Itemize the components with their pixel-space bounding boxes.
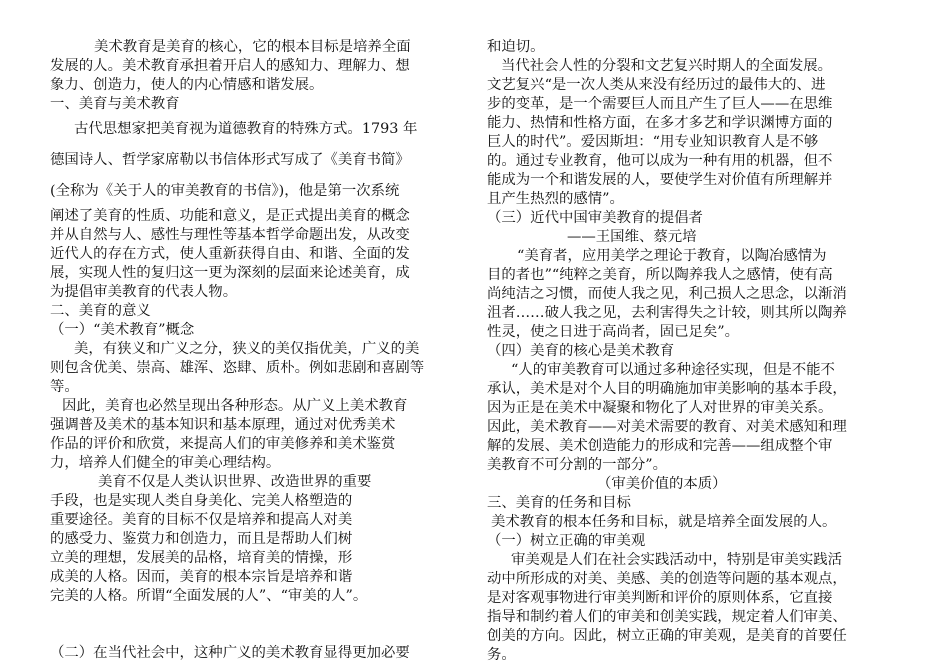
subheading-concept: （一）“美术教育”概念 [50, 322, 195, 338]
subheading-view: （一）树立正确的审美观 [487, 533, 646, 549]
proponent-names: ——王国维、蔡元培 [567, 229, 697, 245]
view-line: 务。 [487, 647, 516, 663]
goal-line: 的感受力、鉴赏力和创造力，而且是帮助人们树 [50, 531, 353, 547]
renaissance-line: 的。通过专业教育，他可以成为一种有用的机器，但不 [487, 153, 833, 169]
view-line: 指导和制约着人们的审美和创美实践，规定着人们审美、 [487, 609, 847, 625]
left-column [50, 38, 466, 663]
core-line: 因为正是在美术中凝聚和物化了人对世界的审美关系。 [487, 400, 833, 416]
schiller-cont-line: 近代人的存在方式，使人重新获得自由、和谐、全面的发 [50, 246, 410, 262]
subheading-proponents: （三）近代中国审美教育的提倡者 [487, 210, 703, 226]
concept-line: 美，有狭义和广义之分，狭义的美仅指优美，广义的美 [74, 341, 420, 357]
cai-quote-line: 沮者……破人我之见，去利害得失之计较，则其所以陶养 [487, 305, 847, 321]
core-line: “人的审美教育可以通过多种途径实现，但是不能不 [511, 362, 835, 378]
value-note: （审美价值的本质） [597, 476, 727, 492]
goal-line: 手段，也是实现人类自身美化、完美人格塑造的 [50, 493, 353, 509]
cai-quote-line: “美育者，应用美学之理论于教育，以陶冶感情为 [517, 248, 827, 264]
concept-line: 则包含优美、崇高、雄浑、恣肆、质朴。例如悲剧和喜剧等 [50, 360, 425, 376]
renaissance-line: 能力、热情和性格方面，在多才多艺和学识渊博方面的 [487, 115, 833, 131]
schiller-line: (全称为《关于人的审美教育的书信》)，他是第一次系统 [50, 183, 400, 199]
cai-quote-line: 尚纯洁之习惯，而使人我之见，利己损人之思念，以渐消 [487, 286, 847, 302]
goal-line: 完美的人格。所谓“全面发展的人”、“审美的人”。 [50, 588, 368, 604]
view-line: 审美观是人们在社会实践活动中，特别是审美实践活 [511, 552, 842, 568]
renaissance-line: 且产生热烈的感情”。 [487, 191, 624, 207]
section-heading-1: 一、美育与美术教育 [50, 96, 180, 112]
intro-line: 发展的人。美术教育承担着开启人的感知力、理解力、想 [50, 58, 410, 74]
forms-line: 作品的评价和欣赏，来提高人们的审美修养和美术鉴赏 [50, 436, 396, 452]
cai-quote-line: 性灵，使之日进于高尚者，固已足矣”。 [487, 324, 739, 340]
renaissance-line: 文艺复兴“是一次人类从来没有经历过的最伟大的、进 [487, 77, 826, 93]
subheading-contemporary: （二）在当代社会中，这种广义的美术教育显得更加必要 [50, 645, 410, 661]
core-line: 美教育不可分割的一部分”。 [487, 457, 668, 473]
renaissance-line: 步的变革，是一个需要巨人而且产生了巨人——在思维 [487, 96, 833, 112]
view-line: 动中所形成的对美、美感、美的创造等问题的基本观点， [487, 571, 847, 587]
concept-line: 等。 [50, 379, 79, 395]
goal-line: 重要途径。美育的目标不仅是培养和提高人对美 [50, 512, 353, 528]
renaissance-line: 能成为一个和谐发展的人，要使学生对价值有所理解并 [487, 172, 833, 188]
right-column [487, 38, 912, 665]
view-line: 创美的方向。因此，树立正确的审美观，是美育的首要任 [487, 628, 847, 644]
renaissance-line: 巨人的时代”。爱因斯坦：“用专业知识教育人是不够 [487, 134, 819, 150]
schiller-line: 德国诗人、哲学家席勒以书信体形式写成了《美育书简》 [50, 152, 410, 168]
schiller-line: 古代思想家把美育视为道德教育的特殊方式。1793 年 [74, 121, 418, 137]
core-line: 因此，美术教育——对美术需要的教育、对美术感知和理 [487, 419, 847, 435]
schiller-cont-line: 阐述了美育的性质、功能和意义，是正式提出美育的概念 [50, 208, 410, 224]
schiller-cont-line: 为提倡审美教育的代表人物。 [50, 284, 238, 300]
section-heading-3: 三、美育的任务和目标 [487, 495, 631, 511]
task-line: 美术教育的根本任务和目标，就是培养全面发展的人。 [491, 514, 837, 530]
core-line: 承认，美术是对个人目的明确施加审美影响的基本手段， [487, 381, 847, 397]
goal-line: 成美的人格。因而，美育的根本宗旨是培养和谐 [50, 569, 353, 585]
renaissance-title: 当代社会人性的分裂和文艺复兴时期人的全面发展。 [501, 58, 832, 74]
subheading-core: （四）美育的核心是美术教育 [487, 343, 675, 359]
section-heading-2: 二、美育的意义 [50, 303, 151, 319]
forms-line: 力，培养人们健全的审美心理结构。 [50, 455, 281, 471]
forms-line: 强调普及美术的基本知识和基本原理，通过对优秀美术 [50, 417, 396, 433]
cai-quote-line: 目的者也”“纯粹之美育，所以陶养我人之感情，使有高 [487, 267, 833, 283]
schiller-cont-line: 并从自然与人、感性与理性等基本哲学命题出发，从改变 [50, 227, 410, 243]
view-line: 是对客观事物进行审美判断和评价的原则体系，它直接 [487, 590, 833, 606]
intro-line: 象力、创造力，使人的内心情感和谐发展。 [50, 77, 324, 93]
forms-line: 因此，美育也必然呈现出各种形态。从广义上美术教育 [62, 398, 408, 414]
core-line: 解的发展、美术创造能力的形成和完善——组成整个审 [487, 438, 833, 454]
continuation-line: 和迫切。 [487, 39, 545, 55]
intro-line: 美术教育是美育的核心，它的根本目标是培养全面 [94, 39, 411, 55]
goal-line: 美育不仅是人类认识世界、改造世界的重要 [98, 474, 372, 490]
schiller-cont-line: 展，实现人性的复归这一更为深刻的层面来论述美育，成 [50, 265, 410, 281]
goal-line: 立美的理想，发展美的品格，培育美的情操，形 [50, 550, 353, 566]
